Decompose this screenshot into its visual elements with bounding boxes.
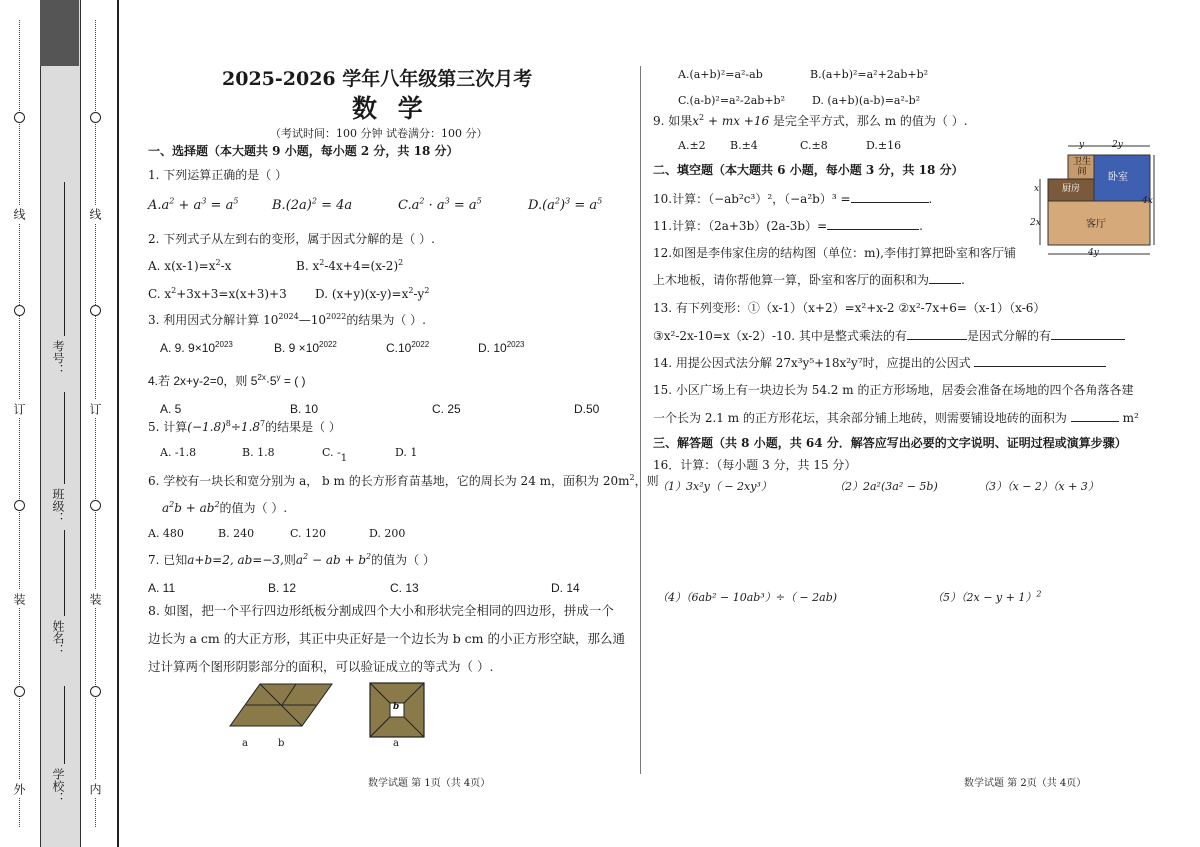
q5-exp: 8 <box>225 419 231 428</box>
q13-blank-factorization[interactable] <box>1051 329 1125 340</box>
name-field-label: 姓名： <box>51 620 65 656</box>
q6-text: ，则 <box>634 474 659 488</box>
q14-text: 14. 用提公因式法分解 27x³y⁵+18x²y⁷时，应提出的公因式 <box>653 356 971 370</box>
plan-label-toilet: 卫生间 <box>1072 157 1091 177</box>
q6-option-b[interactable]: B. 240 <box>218 527 255 540</box>
option-text: C. x <box>148 287 172 301</box>
q12-line-2 <box>653 273 965 287</box>
q13-text: ③x²-2x-10=x（x-2）-10. 其中是整式乘法的有 <box>653 329 907 343</box>
q11 <box>653 219 923 233</box>
option-text: +3x+3=x(x+3)+3 <box>176 287 287 301</box>
margin-label-order: 订 <box>89 400 101 418</box>
school-field-label: 学校： <box>51 768 65 804</box>
q8-line-3: 过计算两个图形阴影部分的面积，可以验证成立的等式为（ ）. <box>148 659 494 674</box>
option-text: A. x(x-1)=x <box>148 259 216 273</box>
plan-dim-y: y <box>1079 140 1085 150</box>
section-2-heading: 二、填空题（本大题共 6 小题，每小题 3 分，共 18 分） <box>653 163 964 177</box>
margin-label-line: 线 <box>13 205 25 223</box>
q3-option-d[interactable] <box>478 341 524 355</box>
option-letter: D. <box>528 198 543 213</box>
q5-stem <box>148 420 341 434</box>
q5-option-d[interactable]: D. 1 <box>395 446 418 459</box>
q13-text: 是因式分解的有 <box>966 329 1051 343</box>
q5-option-b[interactable]: B. 1.8 <box>242 446 275 459</box>
q11-end: . <box>919 219 923 233</box>
q14 <box>653 356 1106 370</box>
q1-option-d[interactable]: $D.(a^2)^3 = a^5$ <box>528 196 603 213</box>
q10-text: 10.计算：（−ab²c³）²，（−a²b）³ = <box>653 192 851 206</box>
q4-option-c[interactable]: C. 25 <box>432 402 461 416</box>
option-letter: A. <box>148 198 162 213</box>
footer-left: 数学试题 第 1页（共 4页） <box>368 778 491 789</box>
q6-option-c[interactable]: C. 120 <box>290 527 327 540</box>
band-top-block <box>40 0 79 66</box>
q9-option-d[interactable]: D.±16 <box>866 139 902 152</box>
binding-hole <box>14 686 25 697</box>
plan-label-kitchen: 厨房 <box>1062 184 1081 194</box>
margin-label-bind: 装 <box>13 590 25 608</box>
q4-exp: y <box>276 373 281 382</box>
q6-text: 的值为（ ）. <box>219 501 288 515</box>
q5-stem-text: 5. 计算 <box>148 420 188 434</box>
q8-option-d[interactable]: D. (a+b)(a-b)=a²-b² <box>812 94 921 107</box>
q4-exp: 2x <box>257 373 266 382</box>
exam-info: （考试时间：100 分钟 试卷满分：100 分） <box>270 127 488 140</box>
q13-line-2 <box>653 329 1125 343</box>
q3-stem <box>148 313 426 327</box>
q1-stem: 1. 下列运算正确的是（ ） <box>148 168 288 182</box>
class-field-line[interactable] <box>64 392 65 484</box>
q11-answer-blank[interactable] <box>827 219 919 230</box>
binding-hole <box>14 500 25 511</box>
q6-line-2: $a^2b + ab^2$的值为（ ）. <box>162 500 288 515</box>
q6-option-a[interactable]: A. 480 <box>148 527 184 540</box>
q16-part-5-exp: 2 <box>1036 589 1042 599</box>
q7-option-a[interactable]: A. 11 <box>148 581 176 595</box>
margin-label-line: 线 <box>89 205 101 223</box>
q12-end: . <box>961 273 965 287</box>
footer-right: 数学试题 第 2页（共 4页） <box>964 778 1087 789</box>
q9-exp: 2 <box>699 113 705 122</box>
q3-stem-text: 的结果为（ ）. <box>346 313 426 327</box>
option-text: C.10 <box>386 341 412 355</box>
option-letter: B. <box>272 198 286 213</box>
q1-option-b[interactable]: $B.(2a)^2 = 4a$ <box>272 196 353 213</box>
q3-stem-text: 3. 利用因式分解计算 10 <box>148 313 279 327</box>
q5-stem-text: 的结果是（ ） <box>265 420 341 434</box>
name-field-line[interactable] <box>64 530 65 616</box>
q16-part-3: （3）（x − 2）（x + 3） <box>978 480 1099 493</box>
q7-stem: 7. 已知a+b=2, ab=−3,则$a^2$ − ab + $b^2$的值为（ ） <box>148 552 435 567</box>
option-text: -y <box>413 287 425 301</box>
q12-answer-blank[interactable] <box>929 273 961 284</box>
q4-stem <box>148 374 306 388</box>
fig2-label-a: a <box>393 738 399 749</box>
q5-option-c[interactable] <box>322 446 348 464</box>
section-3-heading: 三、解答题（共 8 小题，共 64 分．解答应写出必要的文字说明、证明过程或演算步骤） <box>653 436 1127 450</box>
q4-stem-text: 4.若 2x+y-2=0，则 5 <box>148 374 258 388</box>
exam-number-field-line[interactable] <box>64 182 65 336</box>
school-field-line[interactable] <box>64 686 65 764</box>
q4-option-d[interactable]: D.50 <box>574 402 600 416</box>
option-exp: 2022 <box>411 340 430 349</box>
option-exp: 2023 <box>215 340 233 349</box>
section-1-heading: 一、选择题（本大题共 9 小题，每小题 2 分，共 18 分） <box>148 144 459 158</box>
q16-part-1: （1）3x²y（ − 2xy³） <box>657 480 772 493</box>
fig2-label-b: b <box>393 702 400 712</box>
q11-text: 11.计算：（2a+3b）(2a-3b）= <box>653 219 828 233</box>
q6-line-1 <box>148 474 659 488</box>
q15-unit: m² <box>1122 411 1139 425</box>
q9-option-b[interactable]: B.±4 <box>730 139 758 152</box>
option-exp: 2022 <box>319 340 337 349</box>
q12-text: 上木地板，请你帮他算一算，卧室和客厅的面积和为 <box>653 273 930 287</box>
q14-answer-blank[interactable] <box>974 356 1106 367</box>
q9-text: 是完全平方式，那么 m 的值为（ ）. <box>769 114 968 128</box>
exam-title: 2025-2026 学年八年级第三次月考 <box>222 68 533 90</box>
q6-exp: 2 <box>629 473 635 482</box>
plan-label-bedroom: 卧室 <box>1108 172 1128 183</box>
q2-option-a[interactable]: A. $x(x-1)=x^2-x$ <box>148 258 232 273</box>
margin-label-outer: 外 <box>13 780 25 798</box>
plan-dim-4y: 4y <box>1088 248 1099 258</box>
q15-answer-blank[interactable] <box>1071 411 1119 422</box>
exam-number-field-label: 考号： <box>51 340 65 376</box>
binding-hole <box>14 112 25 123</box>
class-field-label: 班级： <box>51 488 65 524</box>
option-sub: 1 <box>340 453 348 464</box>
fig1-label-a: a <box>242 738 248 749</box>
q4-option-a[interactable]: A. 5 <box>160 402 182 416</box>
option-text: A. 9. 9×10 <box>160 341 216 355</box>
info-band <box>40 0 81 847</box>
q15-line-2 <box>653 411 1139 425</box>
q7-text: 的值为（ ） <box>371 553 435 567</box>
q8-line-1: 8. 如图，把一个平行四边形纸板分割成四个大小和形状完全相同的四边形，拼成一个 <box>148 603 614 618</box>
q8-option-c[interactable]: C.(a-b)²=a²-2ab+b² <box>678 94 785 107</box>
binding-hole <box>90 305 101 316</box>
q3-exp: 2022 <box>326 312 347 321</box>
q9-option-c[interactable]: C.±8 <box>800 139 828 152</box>
q2-option-c[interactable]: C. $x^2+3x+3=x(x+3)+3$ <box>148 286 287 301</box>
q16-part-4: （4）（6ab² − 10ab³）÷（ − 2ab) <box>657 591 838 604</box>
q4-option-b[interactable]: B. 10 <box>290 402 319 416</box>
plan-label-living: 客厅 <box>1086 219 1106 230</box>
option-text: B. 9 ×10 <box>274 341 320 355</box>
q5-option-a[interactable]: A. -1.8 <box>160 446 197 459</box>
floor-plan-figure <box>1034 138 1158 262</box>
margin-label-order: 订 <box>13 400 25 418</box>
q9-expr: x <box>692 114 700 128</box>
q3-option-c[interactable] <box>386 341 429 355</box>
q13-blank-multiplication[interactable] <box>907 329 967 340</box>
q3-option-a[interactable] <box>160 341 233 355</box>
subject-title: 数 学 <box>352 94 429 123</box>
q3-option-b[interactable] <box>274 341 337 355</box>
q7-condition: a+b=2, ab=−3, <box>187 553 284 567</box>
q12-line-1: 12.如图是李伟家住房的结构图（单位：m),李伟打算把卧室和客厅铺 <box>653 246 1016 260</box>
q6-option-d[interactable]: D. 200 <box>369 527 406 540</box>
q10 <box>653 192 932 206</box>
q10-end: . <box>928 192 933 206</box>
q9-expr: + mx +16 <box>704 114 770 128</box>
q5-expr: ÷1.8 <box>230 420 261 434</box>
outer-cut-line <box>19 20 20 827</box>
q1-option-c[interactable]: $C.a^2 \cdot a^3 = a^5$ <box>398 196 482 213</box>
q8-option-a[interactable]: A.(a+b)²=a²-ab <box>678 68 763 81</box>
binding-hole <box>90 686 101 697</box>
q7-option-c[interactable]: C. 13 <box>390 581 419 595</box>
q3-exp: 2024 <box>278 312 299 321</box>
q3-stem-text: —10 <box>298 313 326 327</box>
plan-dim-2y: 2y <box>1112 140 1123 150</box>
q7-option-b[interactable]: B. 12 <box>268 581 297 595</box>
page-divider <box>640 66 641 774</box>
binding-hole <box>90 112 101 123</box>
q15-text: 一个长为 2.1 m 的正方形花坛，其余部分铺上地砖，则需要铺设地砖的面积为 <box>653 411 1067 425</box>
margin-label-inner: 内 <box>89 780 101 798</box>
q2-stem: 2. 下列式子从左到右的变形，属于因式分解的是（ ）. <box>148 232 435 246</box>
parallelogram-figure <box>226 682 336 730</box>
q16-part-2: （2）2a²(3a² − 5b) <box>834 480 938 493</box>
option-text: B. x <box>296 259 320 273</box>
plan-dim-4x: 4x <box>1142 196 1153 206</box>
margin-border <box>117 0 119 847</box>
q8-line-2: 边长为 a cm 的大正方形，其正中央正好是一个边长为 b cm 的小正方形空缺，那么通 <box>148 631 626 646</box>
q5-expr: (−1.8) <box>187 420 226 434</box>
option-exp: 2023 <box>506 340 525 349</box>
option-text: D. (x+y)(x-y)=x <box>315 287 409 301</box>
q16-part-5-text: （5）（2x − y + 1） <box>932 591 1037 604</box>
q9-option-a[interactable]: A.±2 <box>678 139 706 152</box>
q10-answer-blank[interactable] <box>851 192 929 203</box>
q6-text: 6. 学校有一块长和宽分别为 a， b m 的长方形育苗基地，它的周长为 24 m，面积为 20m <box>148 474 630 488</box>
q4-stem-text: = ( ) <box>280 374 306 388</box>
q1-option-a[interactable]: $A.a^2 + a^3 = a^5$ <box>148 196 239 213</box>
option-text: -4x+4=(x-2) <box>324 259 399 273</box>
q15-line-1: 15. 小区广场上有一块边长为 54.2 m 的正方形场地，居委会准备在场地的四个各角落各建 <box>653 383 1134 397</box>
binding-hole <box>14 305 25 316</box>
q13-line-1: 13. 有下列变形：①（x-1）（x+2）=x²+x-2 ②x²-7x+6=（x-1）（x-6） <box>653 301 1046 315</box>
margin-label-bind: 装 <box>89 590 101 608</box>
option-text: D. 10 <box>478 341 507 355</box>
q4-stem-text: ·5 <box>265 374 277 388</box>
binding-margin <box>0 0 118 847</box>
option-letter: C. <box>398 198 412 213</box>
q8-option-b[interactable]: B.(a+b)²=a²+2ab+b² <box>810 68 929 81</box>
plan-dim-2x: 2x <box>1030 218 1041 228</box>
inner-cut-line <box>95 20 96 827</box>
q9-text: 9. 如果 <box>653 114 693 128</box>
q2-option-d[interactable]: D. $(x+y)(x-y)=x^2-y^2$ <box>315 286 430 301</box>
q5-exp: 7 <box>260 419 266 428</box>
q16-stem: 16．计算：（每小题 3 分，共 15 分） <box>653 458 857 472</box>
q9-stem <box>653 114 968 128</box>
q7-option-d[interactable]: D. 14 <box>551 581 580 595</box>
q7-text: 7. 已知 <box>148 553 188 567</box>
binding-hole <box>90 500 101 511</box>
q2-option-b[interactable]: B. $x^2-4x+4=(x-2)^2$ <box>296 258 404 273</box>
q7-text: 则 <box>283 553 296 567</box>
plan-dim-x: x <box>1034 184 1040 194</box>
fig1-label-b: b <box>278 738 285 749</box>
option-text: C. - <box>322 446 341 459</box>
q16-part-5 <box>932 591 1041 604</box>
